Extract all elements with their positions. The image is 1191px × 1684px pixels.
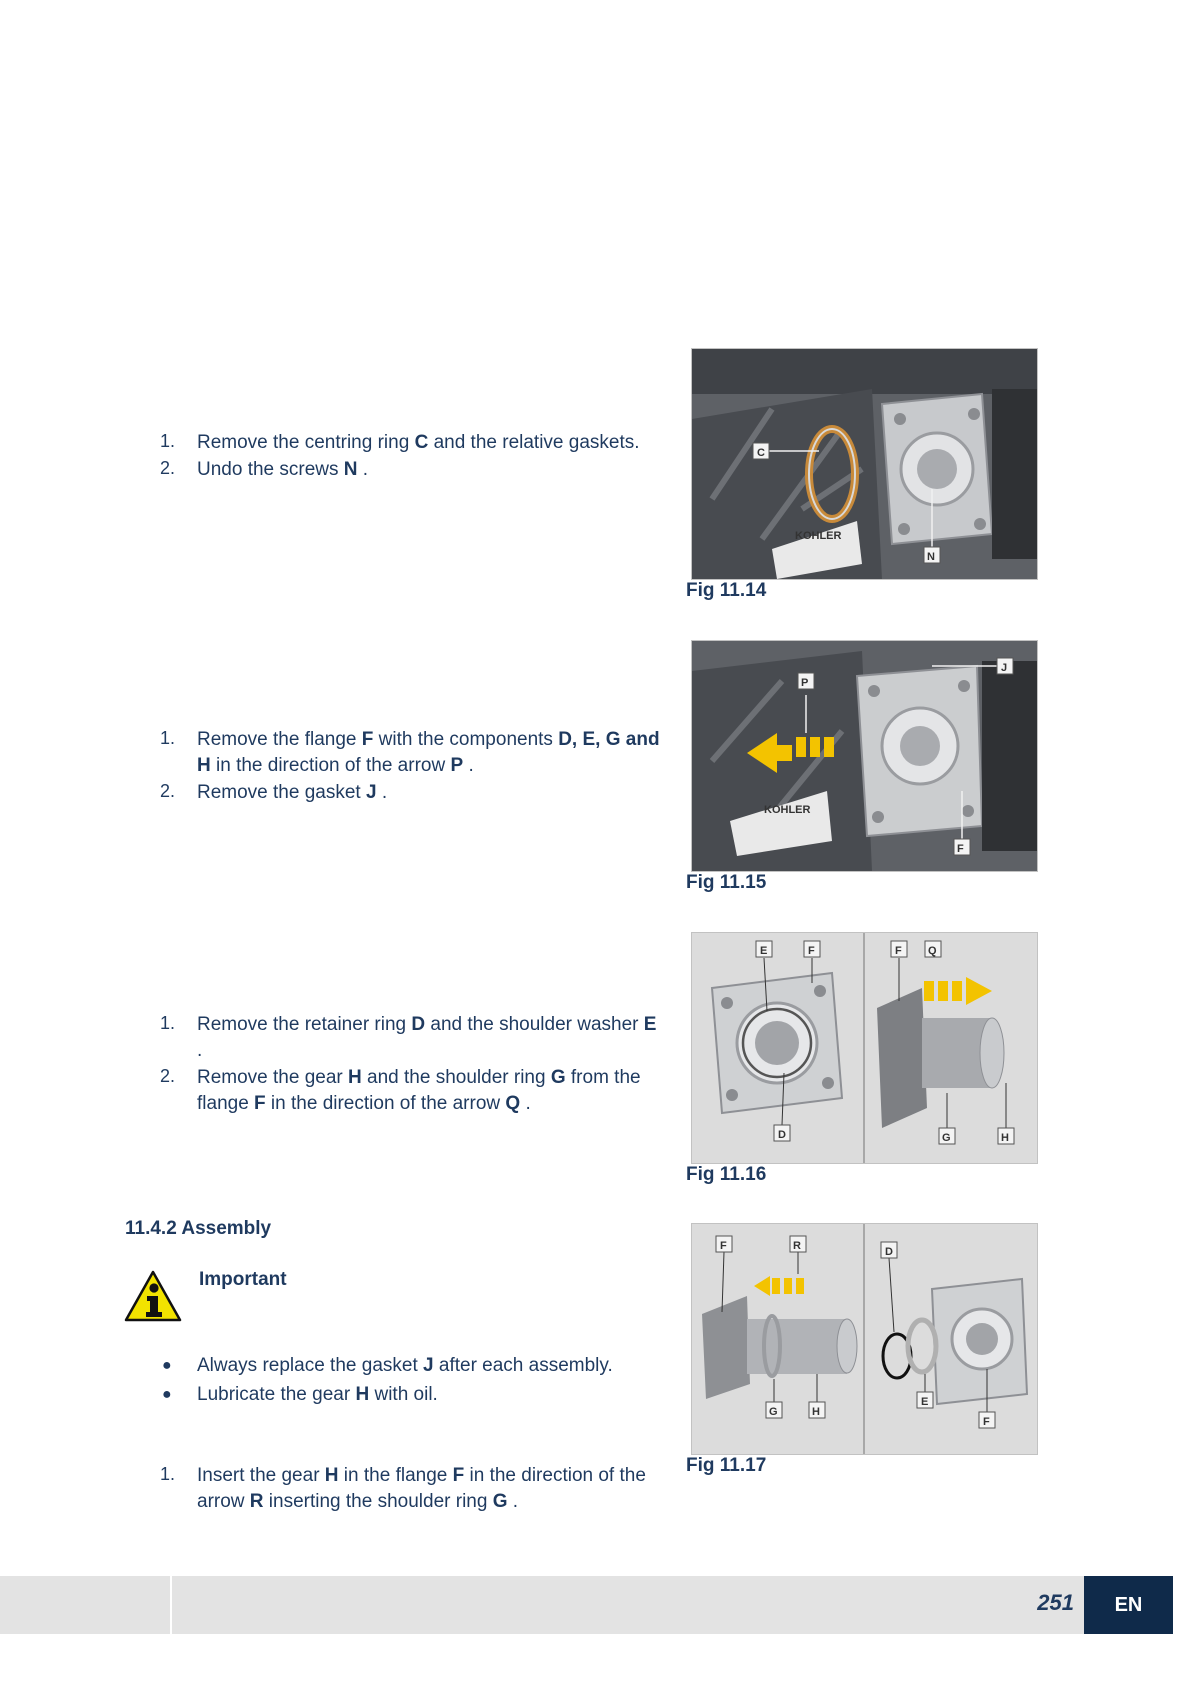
step-item [160,780,660,806]
figure-label: E [760,945,768,957]
bullet-dot-icon: ● [162,1386,172,1403]
nameplate-text: KOHLER [764,804,811,816]
page-footer [0,1576,1191,1634]
figure-label: P [801,677,809,689]
figure-11-16 [691,932,1038,1164]
step-number: 1. [160,1464,176,1484]
warning-info-icon [124,1270,182,1322]
figure-label: F [720,1240,727,1252]
figure-label: G [769,1406,778,1418]
note-text: Always replace the gasket J after each assembly. [197,1355,613,1376]
note-item [160,1382,660,1408]
page-number: 251 [1037,1590,1074,1615]
figure-label: R [793,1240,801,1252]
figure-caption: Fig 11.17 [686,1455,767,1476]
step-item [160,1065,660,1117]
step-number: 1. [160,1013,176,1033]
note-item [160,1353,660,1379]
step-item [160,430,660,456]
bullet-dot-icon: ● [162,1357,172,1374]
step-text: Undo the screws N . [197,459,369,480]
steps-assembly [160,1463,660,1516]
steps-fig-11-14 [160,430,660,484]
figure-label: F [895,945,902,957]
important-label: Important [199,1269,287,1290]
step-text: Remove the gear H and the shoulder ring G from the flange F in the direction of the arrow Q . [197,1067,641,1114]
figure-label: H [812,1406,820,1418]
language-tab: EN [1084,1576,1173,1634]
step-text: Remove the gasket J . [197,782,388,803]
assembly-notes [160,1353,660,1411]
figure-label: D [778,1129,786,1141]
figure-label: N [927,551,935,563]
figure-label: D [885,1246,893,1258]
figure-label: G [942,1132,951,1144]
figure-11-15 [691,640,1038,872]
step-text: Remove the centring ring C and the relative gaskets. [197,432,640,453]
figure-label: F [808,945,815,957]
step-number: 2. [160,1066,176,1086]
section-heading: 11.4.2 Assembly [125,1218,272,1239]
figure-label: E [921,1396,929,1408]
step-text: Insert the gear H in the flange F in the direction of the arrow R inserting the shoulder ring G . [197,1465,646,1512]
figure-label: Q [928,945,937,957]
figure-label: H [1001,1132,1009,1144]
figure-caption: Fig 11.15 [686,872,767,893]
note-text: Lubricate the gear H with oil. [197,1384,438,1405]
footer-bar [172,1576,1084,1634]
nameplate-text: KOHLER [795,530,842,542]
figure-11-14 [691,348,1038,580]
figure-caption: Fig 11.16 [686,1164,767,1185]
figure-label: F [983,1416,990,1428]
steps-fig-11-15 [160,727,660,807]
step-text: Remove the retainer ring D and the shoulder washer E . [197,1014,657,1061]
footer-bar-left [0,1576,170,1634]
figure-label: F [957,843,964,855]
step-number: 2. [160,781,176,801]
step-number: 1. [160,431,176,451]
step-number: 1. [160,728,176,748]
figure-label: C [757,447,765,459]
step-item [160,1463,660,1515]
steps-fig-11-16 [160,1012,660,1118]
step-number: 2. [160,458,176,478]
figure-11-17 [691,1223,1038,1455]
step-item [160,727,660,779]
figure-caption: Fig 11.14 [686,580,767,601]
step-item [160,1012,660,1064]
figure-label: J [1001,662,1008,674]
step-item [160,457,660,483]
step-text: Remove the flange F with the components D, E, G and H in the direction of the arrow P . [197,729,660,776]
